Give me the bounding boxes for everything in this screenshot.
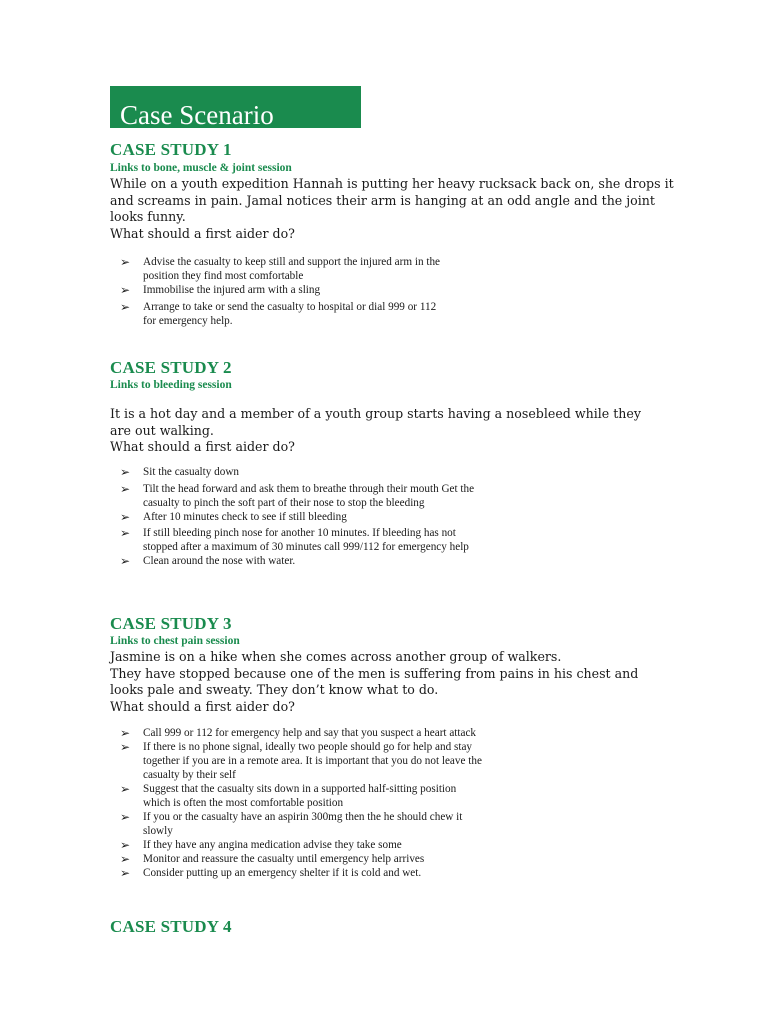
arrowhead-bullet-icon: ➢ [120,865,131,880]
list-item-text: slowly [143,824,173,837]
scenario-question: What should a first aider do? [110,699,295,715]
scenario-line: It is a hot day and a member of a youth group starts having a nosebleed while they [110,406,641,421]
list-item [110,726,670,740]
list-item-text: Sit the casualty down [143,466,240,479]
list-item-text: Arrange to take or send the casualty to hospital or dial 999 or 112 [143,300,437,313]
arrowhead-bullet-icon: ➢ [120,554,131,569]
list-item [110,810,670,838]
scenario-line: and screams in pain. Jamal notices their arm is hanging at an odd angle and the joint [110,192,655,208]
list-item [110,554,670,568]
case-study-4 [110,918,670,936]
list-item [110,283,670,297]
list-item [110,510,670,524]
list-item-text: Monitor and reassure the casualty until emergency help arrives [143,852,425,865]
list-item-text: which is often the most comfortable position [143,796,344,809]
arrowhead-bullet-icon: ➢ [120,725,131,740]
list-item-text: for emergency help. [143,314,233,327]
list-item [110,255,670,283]
list-item-text: together if you are in a remote area. It is important that you do not leave the [143,754,482,767]
arrowhead-bullet-icon: ➢ [120,781,131,796]
scenario-line: They have stopped because one of the men is suffering from pains in his chest and [110,665,639,681]
scenario-line: looks funny. [110,209,186,225]
list-item-text: Tilt the head forward and ask them to breathe through their mouth Get the [143,483,475,496]
list-item-text: If there is no phone signal, ideally two people should go for help and stay [143,740,473,753]
list-item-text: Advise the casualty to keep still and support the injured arm in the [143,255,441,268]
scenario-question: What should a first aider do? [110,439,295,455]
arrowhead-bullet-icon: ➢ [120,809,131,824]
list-item [110,852,670,866]
scenario-line: looks pale and sweaty. They don’t know what to do. [110,682,439,698]
session-link-label: Links to bone, muscle & joint session [110,162,292,174]
case-study-title: CASE STUDY 1 [110,140,232,159]
page-title: Case Scenario [120,100,274,130]
answer-list [110,726,670,880]
arrowhead-bullet-icon: ➢ [120,526,131,541]
list-item-text: After 10 minutes check to see if still bleeding [143,511,347,524]
list-item [110,782,670,810]
arrowhead-bullet-icon: ➢ [120,465,131,480]
arrowhead-bullet-icon: ➢ [120,739,131,754]
case-study-title: CASE STUDY 4 [110,917,232,936]
case-study-title: CASE STUDY 2 [110,358,232,377]
scenario-text [110,649,670,716]
list-item-text: casualty by their self [143,768,236,781]
list-item-text: Clean around the nose with water. [143,555,296,568]
scenario-text [110,176,674,243]
arrowhead-bullet-icon: ➢ [120,510,131,525]
list-item-text: casualty to pinch the soft part of their nose to stop the bleeding [143,497,425,510]
answer-list [110,465,670,568]
arrowhead-bullet-icon: ➢ [120,254,131,269]
list-item-text: position they find most comfortable [143,269,304,282]
list-item [110,526,670,554]
list-item [110,482,670,510]
scenario-line: are out walking. [110,422,214,438]
list-item-text: Consider putting up an emergency shelter if it is cold and wet. [143,866,422,879]
case-study-1 [110,140,674,328]
list-item-text: If still bleeding pinch nose for another 10 minutes. If bleeding has not [143,527,456,540]
list-item [110,465,670,479]
list-item-text: stopped after a maximum of 30 minutes call 999/112 for emergency help [143,541,469,554]
list-item-text: If you or the casualty have an aspirin 300mg then the he should chew it [143,810,463,823]
case-study-2 [110,359,670,568]
list-item [110,866,670,880]
session-link-label: Links to bleeding session [110,379,232,391]
session-link-label: Links to chest pain session [110,635,240,647]
arrowhead-bullet-icon: ➢ [120,837,131,852]
case-study-3 [110,615,670,880]
scenario-question: What should a first aider do? [110,226,295,242]
arrowhead-bullet-icon: ➢ [120,282,131,297]
list-item-text: If they have any angina medication advise they take some [143,838,402,851]
list-item [110,740,670,782]
list-item-text: Suggest that the casualty sits down in a supported half-sitting position [143,782,457,795]
list-item-text: Call 999 or 112 for emergency help and say that you suspect a heart attack [143,726,477,739]
list-item [110,300,670,328]
arrowhead-bullet-icon: ➢ [120,851,131,866]
arrowhead-bullet-icon: ➢ [120,482,131,497]
case-study-title: CASE STUDY 3 [110,614,232,633]
scenario-line: While on a youth expedition Hannah is putting her heavy rucksack back on, she drops it [110,176,674,191]
answer-list [110,255,670,328]
arrowhead-bullet-icon: ➢ [120,299,131,314]
scenario-text [110,406,670,456]
scenario-line: Jasmine is on a hike when she comes across another group of walkers. [110,649,562,664]
case-scenario-banner [110,86,361,128]
list-item-text: Immobilise the injured arm with a sling [143,283,321,296]
list-item [110,838,670,852]
